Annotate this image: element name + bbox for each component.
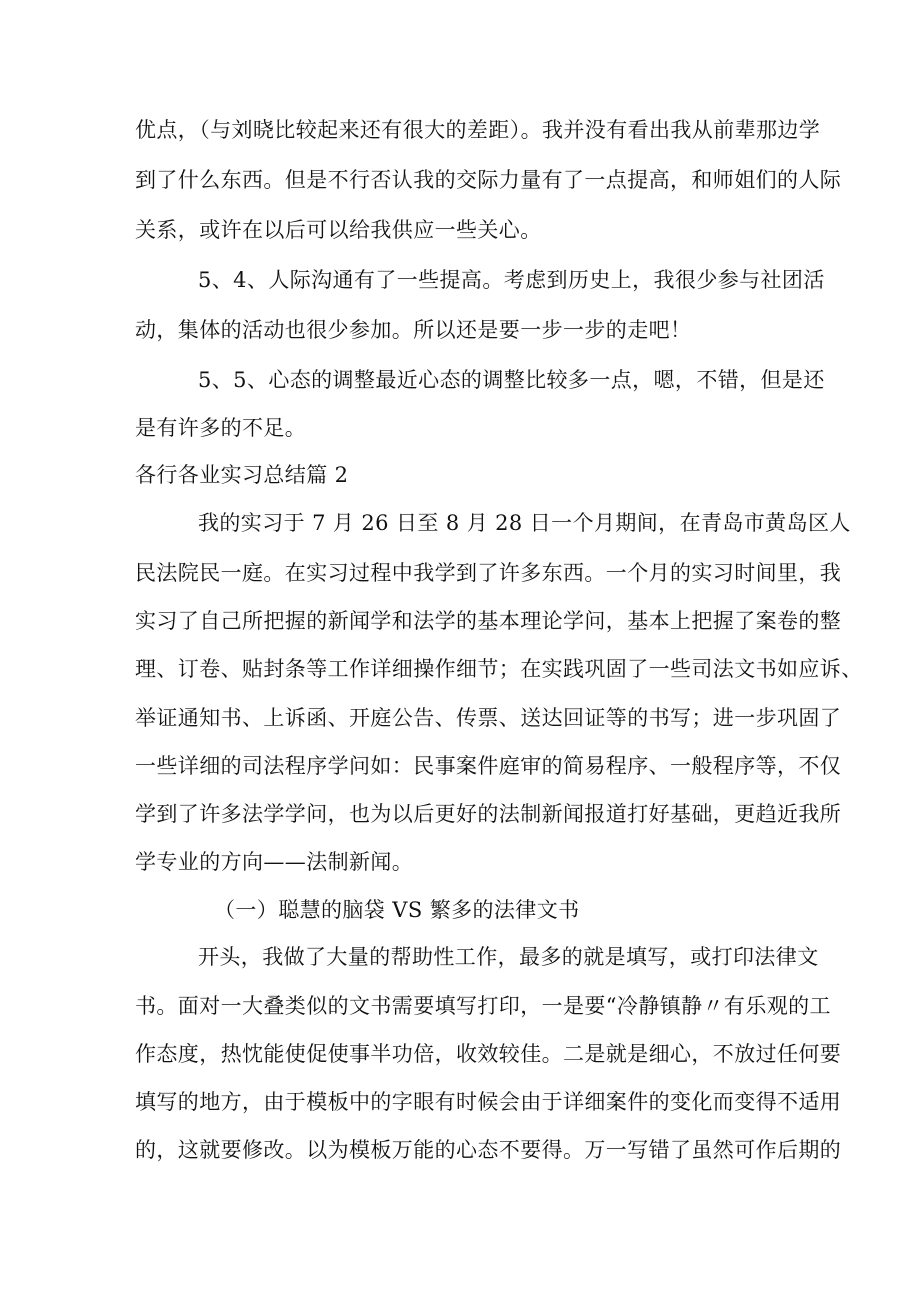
paragraph-5-line-1: 开头，我做了大量的帮助性工作，最多的就是填写，或打印法律文 <box>198 945 819 969</box>
paragraph-4-line-7: 学到了许多法学学问，也为以后更好的法制新闻报道打好基础，更趋近我所 <box>135 802 842 826</box>
paragraph-4-line-3: 实习了自己所把握的新闻学和法学的基本理论学问，基本上把握了案卷的整 <box>135 609 842 633</box>
sub-heading: （一）聪慧的脑袋 VS 繁多的法律文书 <box>214 898 580 922</box>
paragraph-1-line-2: 到了什么东西。但是不行否认我的交际力量有了一点提高，和师姐们的人际 <box>135 168 842 192</box>
paragraph-4-line-1: 我的实习于 7 月 26 日至 8 月 28 日一个月期间，在青岛市黄岛区人 <box>198 511 851 535</box>
paragraph-4-line-4: 理、订卷、贴封条等工作详细操作细节；在实践巩固了一些司法文书如应诉、 <box>135 657 863 681</box>
paragraph-4-line-2: 民法院民一庭。在实习过程中我学到了许多东西。一个月的实习时间里，我 <box>135 561 842 585</box>
paragraph-2-line-1: 5、4、人际沟通有了一些提高。考虑到历史上，我很少参与社团活 <box>198 268 825 292</box>
paragraph-4-line-6: 一些详细的司法程序学问如：民事案件庭审的简易程序、一般程序等，不仅 <box>135 754 842 778</box>
paragraph-1-line-1: 优点，（与刘晓比较起来还有很大的差距）。我并没有看出我从前辈那边学 <box>135 118 821 142</box>
paragraph-5-line-2: 书。面对一大叠类似的文书需要填写打印，一是要“冷静镇静〃有乐观的工 <box>135 994 831 1018</box>
paragraph-3-line-2: 是有许多的不足。 <box>135 416 307 440</box>
paragraph-5-line-4: 填写的地方，由于模板中的字眼有时候会由于详细案件的变化而变得不适用 <box>135 1090 842 1114</box>
paragraph-2-line-2: 动，集体的活动也很少参加。所以还是要一步一步的走吧！ <box>135 318 692 342</box>
paragraph-3-line-1: 5、5、心态的调整最近心态的调整比较多一点，嗯，不错，但是还 <box>198 368 825 392</box>
section-heading: 各行各业实习总结篇 2 <box>135 463 349 487</box>
paragraph-1-line-3: 关系，或许在以后可以给我供应一些关心。 <box>135 218 542 242</box>
paragraph-4-line-8: 学专业的方向——法制新闻。 <box>135 850 414 874</box>
paragraph-5-line-5: 的，这就要修改。以为模板万能的心态不要得。万一写错了虽然可作后期的 <box>135 1138 842 1162</box>
paragraph-4-line-5: 举证通知书、上诉函、开庭公告、传票、送达回证等的书写；进一步巩固了 <box>135 706 842 730</box>
paragraph-5-line-3: 作态度，热忱能使促使事半功倍，收效较佳。二是就是细心，不放过任何要 <box>135 1042 842 1066</box>
